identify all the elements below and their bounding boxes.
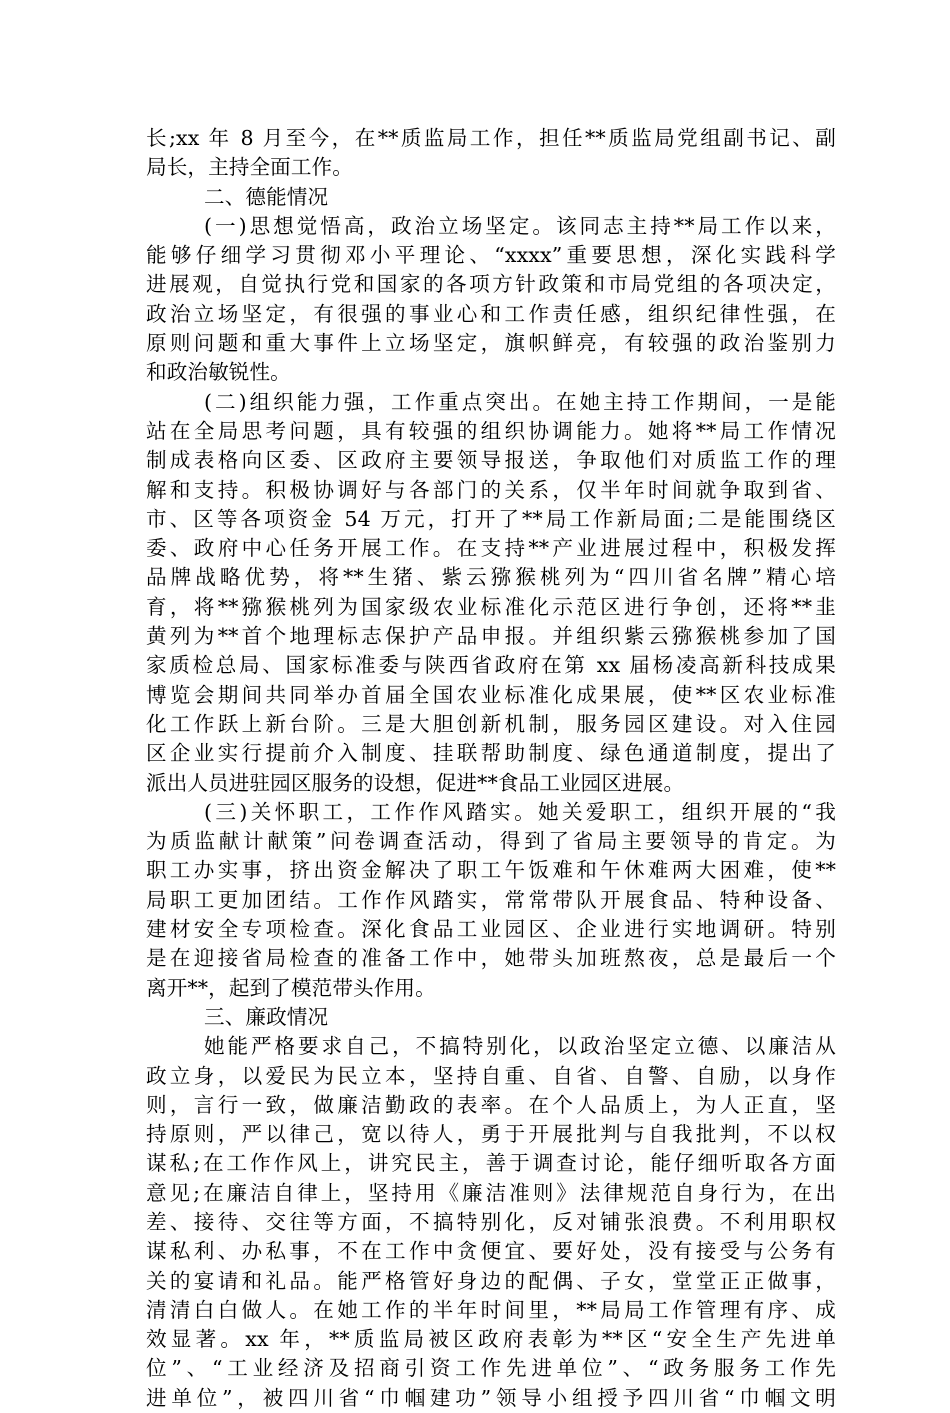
body-text-line: 长;xx 年 8 月至今，在**质监局工作，担任**质监局党组副书记、副 xyxy=(146,126,836,150)
body-text-line: 效显著。xx 年，**质监局被区政府表彰为**区“安全生产先进单 xyxy=(146,1327,836,1352)
body-text-line: 建材安全专项检查。深化食品工业园区、企业进行实地调研。特别 xyxy=(146,917,836,942)
body-text-line: 原则问题和重大事件上立场坚定，旗帜鲜亮，有较强的政治鉴别力 xyxy=(146,331,836,356)
body-text-line: 品牌战略优势，将**生猪、紫云猕猴桃列为“四川省名牌”精心培 xyxy=(146,565,836,590)
paragraph-first-line: (二)组织能力强，工作重点突出。在她主持工作期间，一是能 xyxy=(204,389,836,414)
body-text-line: 则，言行一致，做廉洁勤政的表率。在个人品质上，为人正直，坚 xyxy=(146,1092,836,1117)
paragraph-first-line: 她能严格要求自己，不搞特别化，以政治坚定立德、以廉洁从 xyxy=(204,1034,836,1059)
body-text-line: 市、区等各项资金 54 万元，打开了**局工作新局面;二是能围绕区 xyxy=(146,506,836,531)
body-text-line: 家质检总局、国家标准委与陕西省政府在第 xx 届杨凌高新科技成果 xyxy=(146,653,836,678)
body-text-line: 离开**，起到了模范带头作用。 xyxy=(146,975,436,1000)
body-text-line: 委、政府中心任务开展工作。在支持**产业进展过程中，积极发挥 xyxy=(146,536,836,561)
body-text-line: 派出人员进驻园区服务的设想，促进**食品工业园区进展。 xyxy=(146,770,685,795)
body-text-line: 黄列为**首个地理标志保护产品申报。并组织紫云猕猴桃参加了国 xyxy=(146,624,836,649)
body-text-line: 进单位”，被四川省“巾帼建功”领导小组授予四川省“巾帼文明 xyxy=(146,1385,836,1410)
body-text-line: 位”、“工业经济及招商引资工作先进单位”、“政务服务工作先 xyxy=(146,1356,836,1381)
body-text-line: 意见;在廉洁自律上，坚持用《廉洁准则》法律规范自身行为，在出 xyxy=(146,1180,836,1205)
body-text-line: 谋私利、办私事，不在工作中贪便宜、要好处，没有接受与公务有 xyxy=(146,1239,836,1264)
section-heading: 二、德能情况 xyxy=(204,184,329,209)
body-text-line: 和政治敏锐性。 xyxy=(146,360,291,385)
body-text-line: 区企业实行提前介入制度、挂联帮助制度、绿色通道制度，提出了 xyxy=(146,741,836,766)
body-text-line: 职工办实事，挤出资金解决了职工午饭难和午休难两大困难，使** xyxy=(146,858,836,883)
body-text-line: 政立身，以爱民为民立本，坚持自重、自省、自警、自励，以身作 xyxy=(146,1063,836,1088)
body-text-line: 局长，主持全面工作。 xyxy=(146,155,353,180)
document-body xyxy=(146,124,836,1413)
body-text-line: 局职工更加团结。工作作风踏实，常常带队开展食品、特种设备、 xyxy=(146,887,836,912)
section-heading: 三、廉政情况 xyxy=(204,1004,329,1029)
paragraph-first-line: (三)关怀职工，工作作风踏实。她关爱职工，组织开展的“我 xyxy=(204,799,836,824)
paragraph-first-line: (一)思想觉悟高，政治立场坚定。该同志主持**局工作以来， xyxy=(204,213,836,238)
body-text-line: 化工作跃上新台阶。三是大胆创新机制，服务园区建设。对入住园 xyxy=(146,711,836,736)
body-text-line: 解和支持。积极协调好与各部门的关系，仅半年时间就争取到省、 xyxy=(146,477,836,502)
body-text-line: 制成表格向区委、区政府主要领导报送，争取他们对质监工作的理 xyxy=(146,448,836,473)
body-text-line: 关的宴请和礼品。能严格管好身边的配偶、子女，堂堂正正做事， xyxy=(146,1268,836,1293)
body-text-line: 博览会期间共同举办首届全国农业标准化成果展，使**区农业标准 xyxy=(146,682,836,707)
body-text-line: 为质监献计献策”问卷调查活动，得到了省局主要领导的肯定。为 xyxy=(146,829,836,854)
body-text-line: 育，将**猕猴桃列为国家级农业标准化示范区进行争创，还将**韭 xyxy=(146,594,836,619)
body-text-line: 持原则，严以律己，宽以待人，勇于开展批判与自我批判，不以权 xyxy=(146,1122,836,1147)
body-text-line: 能够仔细学习贯彻邓小平理论、“xxxx”重要思想，深化实践科学 xyxy=(146,243,836,268)
body-text-line: 是在迎接省局检查的准备工作中，她带头加班熬夜，总是最后一个 xyxy=(146,946,836,971)
body-text-line: 站在全局思考问题，具有较强的组织协调能力。她将**局工作情况 xyxy=(146,418,836,443)
body-text-line: 差、接待、交往等方面，不搞特别化，反对铺张浪费。不利用职权 xyxy=(146,1209,836,1234)
body-text-line: 政治立场坚定，有很强的事业心和工作责任感，组织纪律性强，在 xyxy=(146,301,836,326)
body-text-line: 清清白白做人。在她工作的半年时间里，**局局工作管理有序、成 xyxy=(146,1297,836,1322)
body-text-line: 进展观，自觉执行党和国家的各项方针政策和市局党组的各项决定， xyxy=(146,272,836,297)
body-text-line: 谋私;在工作作风上，讲究民主，善于调查讨论，能仔细听取各方面 xyxy=(146,1151,836,1176)
